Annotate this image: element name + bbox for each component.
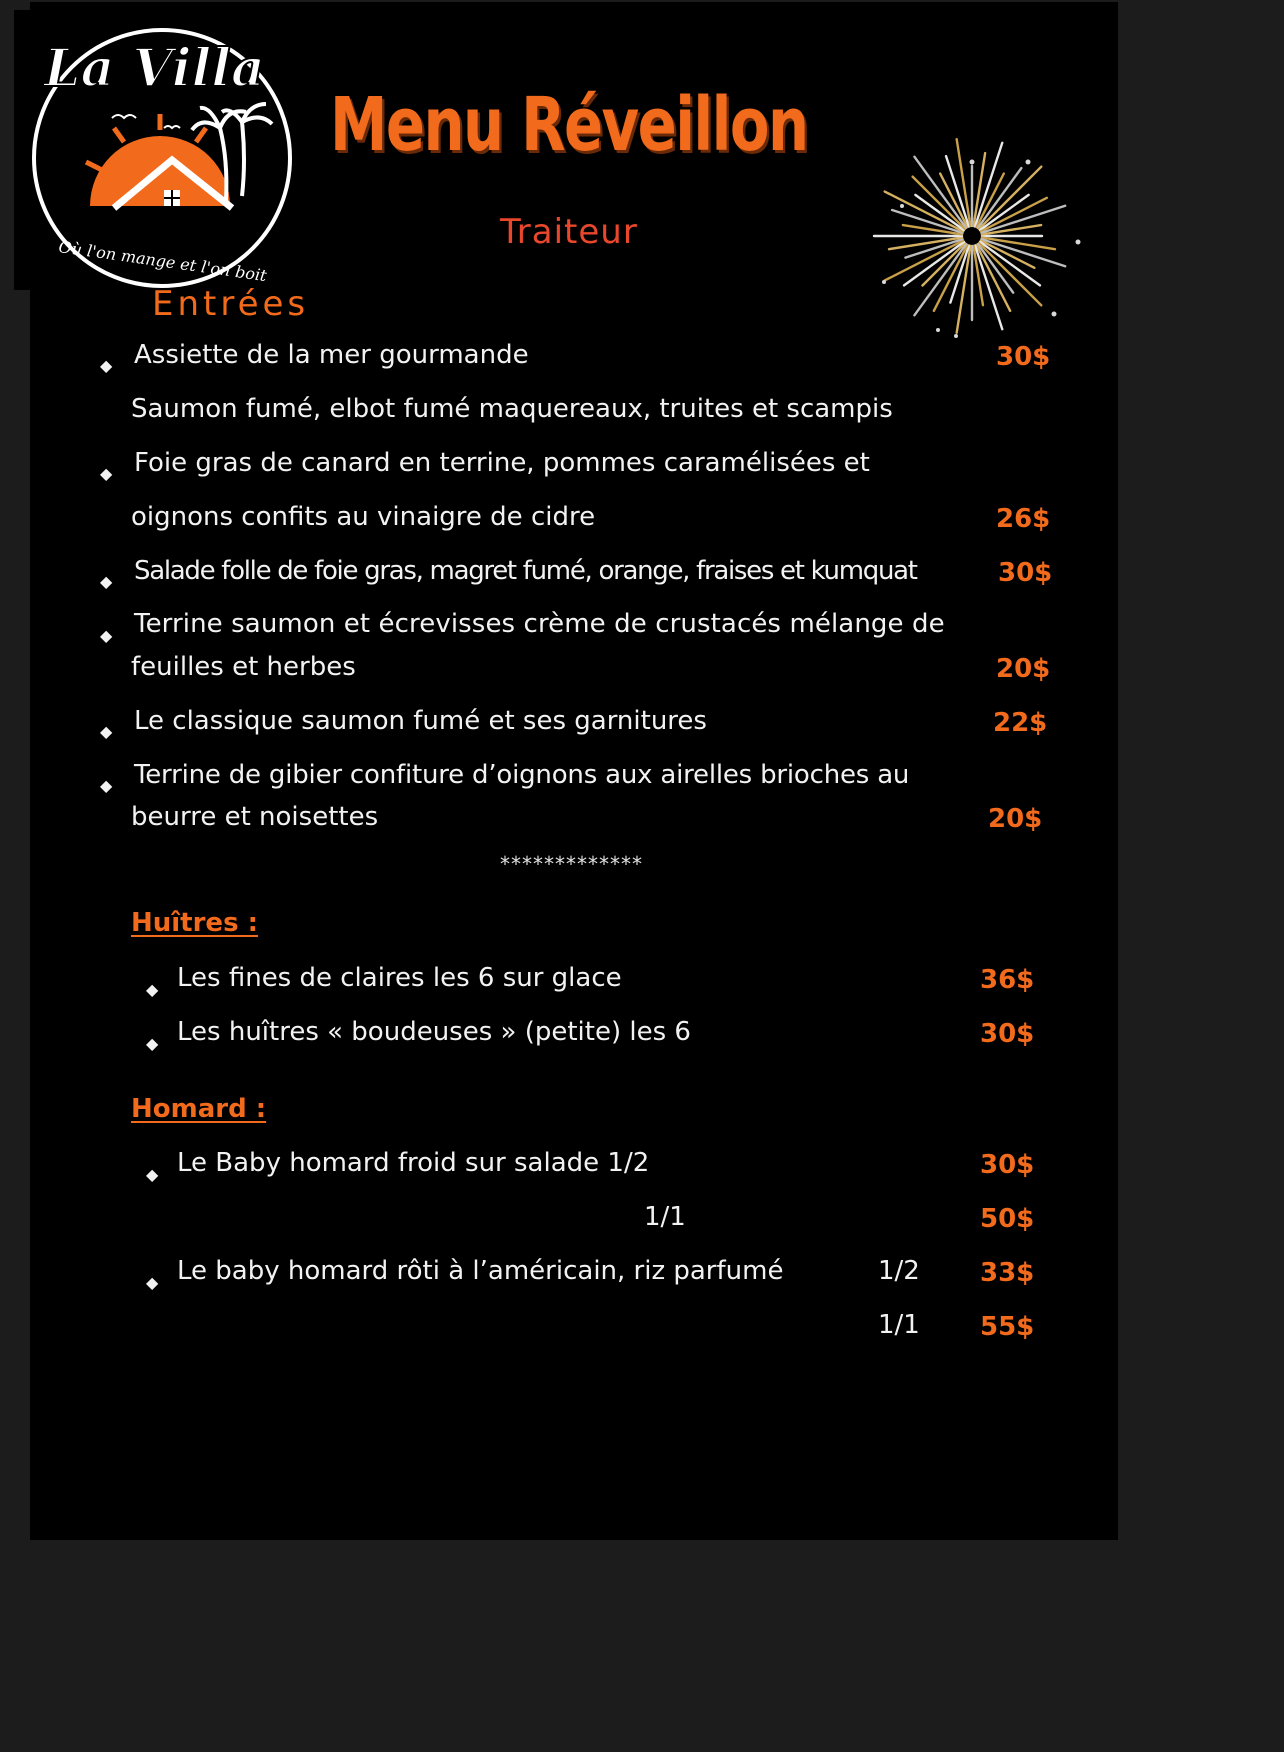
- entree-2-price: 26$: [996, 504, 1051, 534]
- huitre-2-price: 30$: [980, 1019, 1035, 1049]
- huitre-1-title: Les fines de claires les 6 sur glace: [177, 963, 622, 993]
- bullet-icon: ◆: [146, 980, 159, 999]
- logo-graphic: [14, 10, 300, 290]
- menu-subtitle: Traiteur: [500, 212, 638, 252]
- bullet-icon: ◆: [146, 1034, 159, 1053]
- entree-5-price: 22$: [993, 708, 1048, 738]
- entree-5-title: Le classique saumon fumé et ses garnitures: [134, 706, 707, 736]
- entree-6-price: 20$: [988, 804, 1043, 834]
- bullet-icon: ◆: [100, 356, 113, 375]
- section-heading-homard: Homard :: [131, 1094, 267, 1124]
- entree-6-title: Terrine de gibier confiture d’oignons aux airelles brioches au: [134, 760, 910, 790]
- firework-ray: [913, 177, 965, 229]
- entree-6-description: beurre et noisettes: [131, 802, 379, 832]
- bullet-icon: ◆: [100, 722, 113, 741]
- entree-1-price: 30$: [996, 342, 1051, 372]
- bullet-icon: ◆: [146, 1273, 159, 1292]
- bullet-icon: ◆: [146, 1165, 159, 1184]
- homard-1-size-full: 1/1: [644, 1202, 686, 1232]
- section-divider: *************: [500, 852, 643, 876]
- homard-2-price-full: 55$: [980, 1312, 1035, 1342]
- section-heading-huitres: Huîtres :: [131, 908, 258, 938]
- entree-4-description: feuilles et herbes: [131, 652, 356, 682]
- homard-1-title: Le Baby homard froid sur salade 1/2: [177, 1148, 650, 1178]
- homard-1-price-full: 50$: [980, 1204, 1035, 1234]
- entree-4-price: 20$: [996, 654, 1051, 684]
- section-heading-entrees: Entrées: [152, 284, 310, 324]
- menu-title: Menu Réveillon: [330, 82, 808, 168]
- entree-4-title: Terrine saumon et écrevisses crème de crustacés mélange de: [134, 609, 945, 639]
- bullet-icon: ◆: [100, 776, 113, 795]
- logo-name: La Villa: [44, 38, 265, 99]
- entree-1-title: Assiette de la mer gourmande: [134, 340, 529, 370]
- logo-tagline: Où l'on mange et l'on boit: [57, 237, 268, 286]
- huitre-2-title: Les huîtres « boudeuses » (petite) les 6: [177, 1017, 691, 1047]
- firework-ray: [979, 243, 1041, 305]
- entree-2-title: Foie gras de canard en terrine, pommes caramélisées et: [134, 448, 870, 478]
- huitre-1-price: 36$: [980, 965, 1035, 995]
- homard-2-price: 33$: [980, 1258, 1035, 1288]
- homard-2-size-full: 1/1: [878, 1310, 920, 1340]
- entree-3-title: Salade folle de foie gras, magret fumé, orange, fraises et kumquat: [134, 556, 917, 586]
- firework-ray: [979, 167, 1041, 229]
- la-villa-logo: [14, 10, 300, 290]
- homard-2-title: Le baby homard rôti à l’américain, riz parfumé: [177, 1256, 784, 1286]
- entree-1-description: Saumon fumé, elbot fumé maquereaux, truites et scampis: [131, 394, 893, 424]
- homard-2-size-half: 1/2: [878, 1256, 920, 1286]
- entree-2-description: oignons confits au vinaigre de cidre: [131, 502, 596, 532]
- bullet-icon: ◆: [100, 572, 113, 591]
- bullet-icon: ◆: [100, 626, 113, 645]
- entree-3-price: 30$: [998, 558, 1053, 588]
- fireworks-icon: [868, 126, 1088, 346]
- bullet-icon: ◆: [100, 464, 113, 483]
- homard-1-price: 30$: [980, 1150, 1035, 1180]
